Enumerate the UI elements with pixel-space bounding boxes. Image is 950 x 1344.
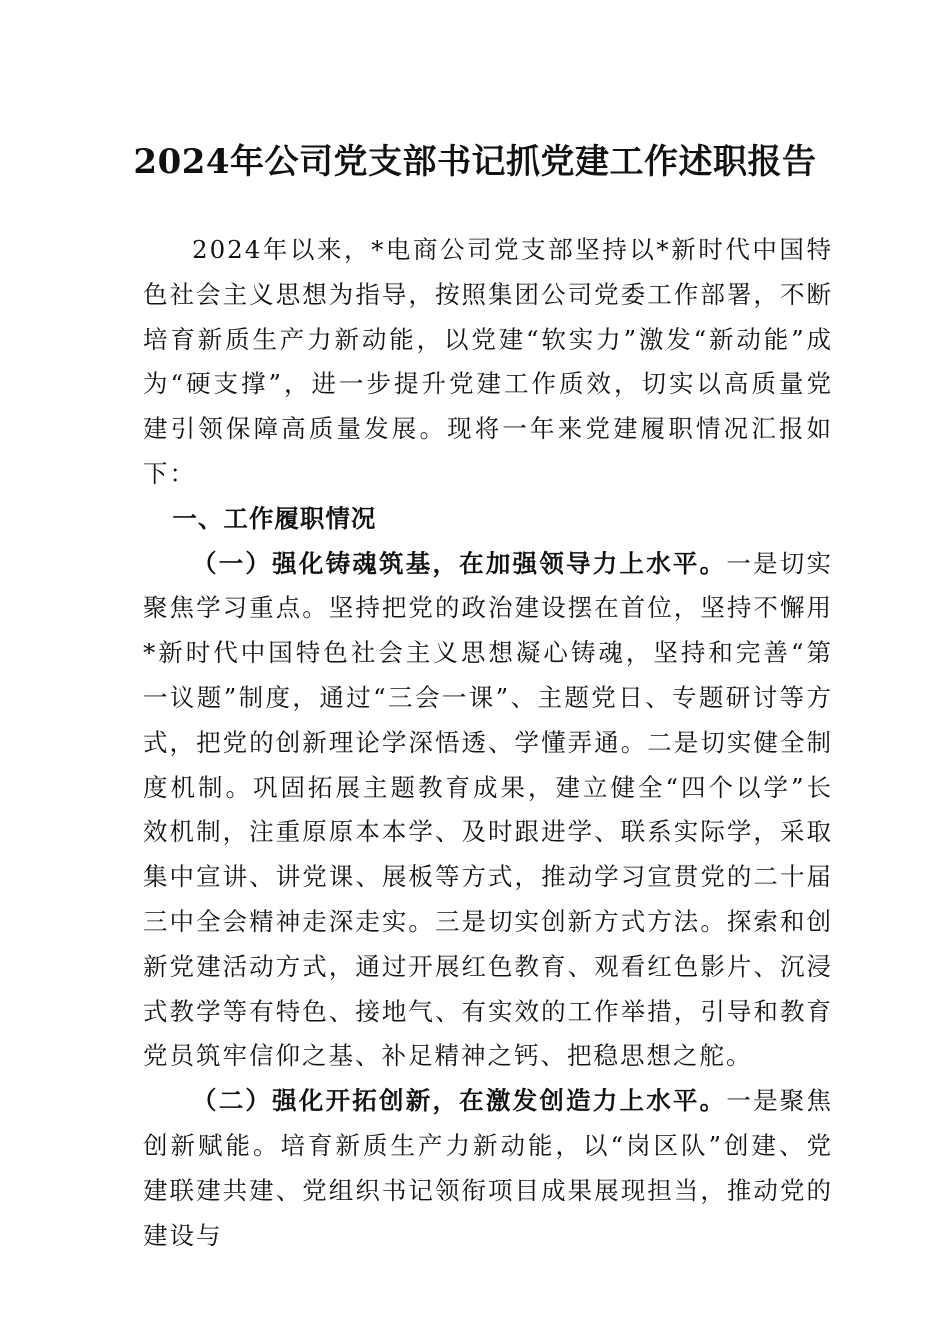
section-heading-1: 一、工作履职情况 <box>172 503 377 533</box>
document-body <box>143 228 833 1258</box>
intro-paragraph: 2024年以来，*电商公司党支部坚持以*新时代中国特色社会主义思想为指导，按照集团公司党委工作部署，不断培育新质生产力新动能，以党建“软实力”激发“新动能”成为“硬支撑”，进一步提升党建工作质效，切实以高质量党建引领保障高质量发展。现将一年来党建履职情况汇报如下： <box>143 235 833 488</box>
item-body-2: 一是聚焦创新赋能。培育新质生产力新动能，以“岗区队”创建、党建联建共建、党组织书记领衔项目成果展现担当，推动党的建设与 <box>143 1086 834 1250</box>
item-paragraph-1 <box>143 542 833 1080</box>
item-paragraph-2 <box>143 1079 833 1258</box>
item-lead-2: （二）强化开拓创新，在激发创造力上水平。 <box>192 1086 727 1116</box>
item-body-1: 一是切实聚焦学习重点。坚持把党的政治建设摆在首位，坚持不懈用*新时代中国特色社会主义思想凝心铸魂，坚持和完善“第一议题”制度，通过“三会一课”、主题党日、专题研讨等方式，把党的创新理论学深悟透、学懂弄通。二是切实健全制度机制。巩固拓展主题教育成果，建立健全“四个以学”长效机制，注重原原本本学、及时跟进学、联系实际学，采取集中宣讲、讲党课、展板等方式，推动学习宣贯党的二十届三中全会精神走深走实。三是切实创新方式方法。探索和创新党建活动方式，通过开展红色教育、观看红色影片、沉浸式教学等有特色、接地气、有实效的工作举措，引导和教育党员筑牢信仰之基、补足精神之钙、把稳思想之舵。 <box>143 548 834 1071</box>
item-lead-1: （一）强化铸魂筑基，在加强领导力上水平。 <box>192 548 727 578</box>
document-title: 2024年公司党支部书记抓党建工作述职报告 <box>133 142 817 182</box>
